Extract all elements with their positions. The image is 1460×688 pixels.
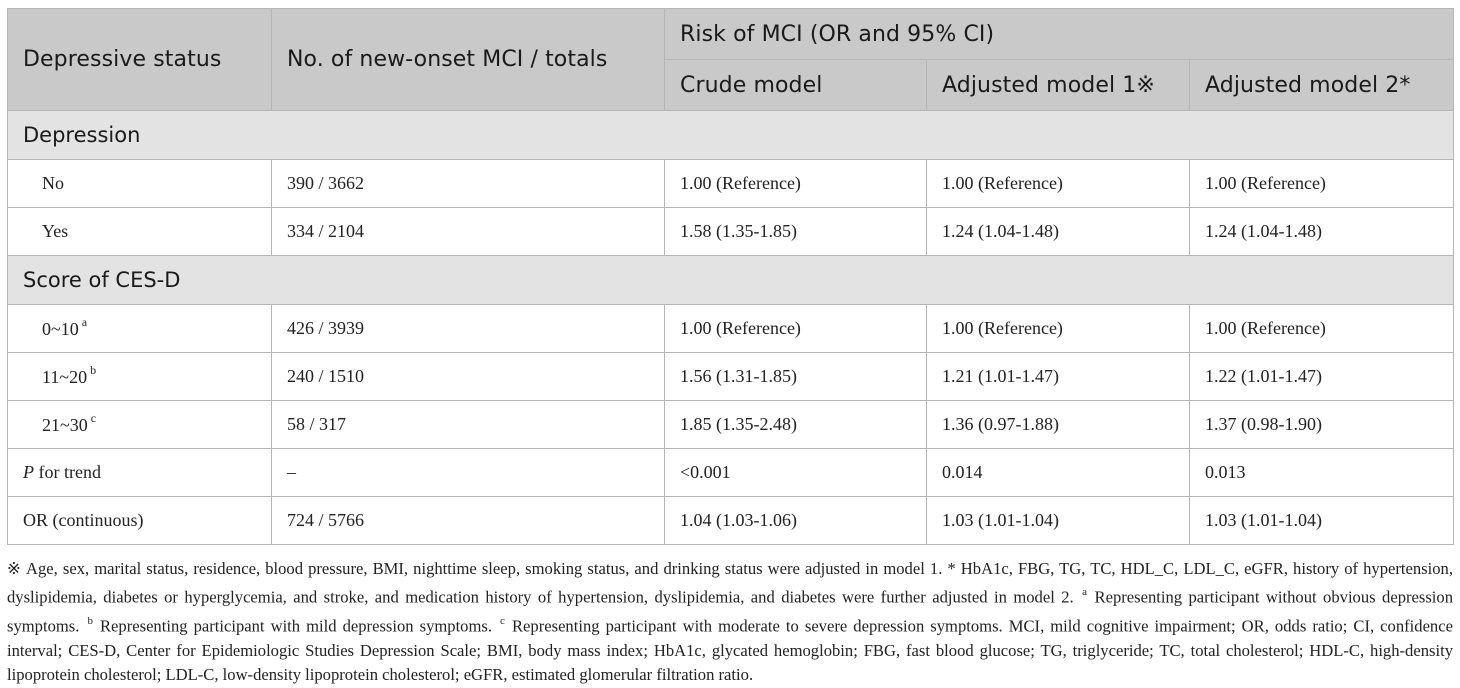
cell-crude: 1.56 (1.31-1.85)	[665, 353, 927, 401]
cell-adj2: 1.37 (0.98-1.90)	[1190, 401, 1454, 449]
row-label	[8, 401, 272, 449]
cell-crude: 1.58 (1.35-1.85)	[665, 208, 927, 256]
table-row	[8, 305, 1454, 353]
cell-adj1: 1.00 (Reference)	[927, 305, 1190, 353]
cell-adj2: 1.00 (Reference)	[1190, 160, 1454, 208]
footnote-text: ※ Age, sex, marital status, residence, blood pressure, BMI, nighttime sleep, smoking status, and drinking status were adjusted in model 1. * HbA1c, FBG, TG, TC, HDL_C, LDL_C, eGFR, history of hypertension, dyslipidemia, diabetes or hyperglycemia, and stroke, and medication history of hypertension, dyslipidemia, and diabetes were further adjusted in model 2.	[7, 559, 1453, 607]
row-label-text: 11~20	[42, 367, 88, 387]
group-label-depression: Depression	[8, 111, 1454, 160]
header-depressive-status: Depressive status	[8, 9, 272, 111]
cell-count: 240 / 1510	[272, 353, 665, 401]
cell-crude: <0.001	[665, 449, 927, 497]
header-adjusted-model-1: Adjusted model 1※	[927, 60, 1190, 111]
footnote-marker-a: a	[1082, 586, 1088, 599]
cell-crude: 1.00 (Reference)	[665, 160, 927, 208]
cell-adj1: 1.00 (Reference)	[927, 160, 1190, 208]
row-label-italic: P	[23, 462, 34, 482]
cell-adj1: 1.03 (1.01-1.04)	[927, 497, 1190, 545]
cell-adj1: 1.36 (0.97-1.88)	[927, 401, 1190, 449]
cell-count: –	[272, 449, 665, 497]
cell-count: 724 / 5766	[272, 497, 665, 545]
table-row	[8, 449, 1454, 497]
row-label: No	[8, 160, 272, 208]
footnote-marker-c: c	[500, 615, 505, 628]
cell-adj2: 1.24 (1.04-1.48)	[1190, 208, 1454, 256]
row-label-text: 0~10	[42, 319, 79, 339]
cell-adj1: 1.24 (1.04-1.48)	[927, 208, 1190, 256]
table-row	[8, 353, 1454, 401]
group-row-cesd	[8, 256, 1454, 305]
footnote-marker-b: b	[87, 615, 93, 628]
cell-adj2: 1.03 (1.01-1.04)	[1190, 497, 1454, 545]
row-label	[8, 305, 272, 353]
group-label-cesd: Score of CES-D	[8, 256, 1454, 305]
row-label-text: 21~30	[42, 415, 88, 435]
results-table	[7, 8, 1454, 545]
footnote-marker: a	[81, 315, 88, 329]
table-row	[8, 497, 1454, 545]
cell-crude: 1.85 (1.35-2.48)	[665, 401, 927, 449]
cell-adj2: 1.22 (1.01-1.47)	[1190, 353, 1454, 401]
cell-adj2: 0.013	[1190, 449, 1454, 497]
header-adjusted-model-2: Adjusted model 2*	[1190, 60, 1454, 111]
footnote-text: Representing participant with mild depression symptoms.	[99, 616, 492, 636]
row-label-text: for trend	[34, 462, 101, 482]
header-crude-model: Crude model	[665, 60, 927, 111]
table-row	[8, 160, 1454, 208]
cell-adj2: 1.00 (Reference)	[1190, 305, 1454, 353]
cell-count: 426 / 3939	[272, 305, 665, 353]
cell-adj1: 0.014	[927, 449, 1190, 497]
row-label: OR (continuous)	[8, 497, 272, 545]
cell-crude: 1.04 (1.03-1.06)	[665, 497, 927, 545]
cell-adj1: 1.21 (1.01-1.47)	[927, 353, 1190, 401]
table-row	[8, 401, 1454, 449]
footnote-marker: b	[90, 363, 97, 377]
table-row	[8, 208, 1454, 256]
header-count: No. of new-onset MCI / totals	[272, 9, 665, 111]
row-label	[8, 449, 272, 497]
row-label	[8, 353, 272, 401]
results-table-container	[7, 8, 1453, 545]
table-footnote	[7, 557, 1453, 688]
footnote-marker: c	[90, 411, 97, 425]
footnote-text: Representing participant with moderate to severe depression symptoms. MCI, mild cognitive impairment; OR, odds ratio; CI, confidence interval; CES-D, Center for Epidemiologic Studies Depression Scale; BMI, body mass index; HbA1c, glycated hemoglobin; FBG, fast blood glucose; TG, triglyceride; TC, total cholesterol; HDL-C, high-density lipoprotein cholesterol; LDL-C, low-density lipoprotein cholesterol; eGFR, estimated glomerular filtration ratio.	[7, 616, 1453, 685]
header-risk: Risk of MCI (OR and 95% CI)	[665, 9, 1454, 60]
cell-count: 390 / 3662	[272, 160, 665, 208]
cell-count: 334 / 2104	[272, 208, 665, 256]
footnote-text: Representing participant without obvious depression symptoms.	[7, 587, 1454, 636]
table-header	[8, 9, 1454, 111]
group-row-depression	[8, 111, 1454, 160]
cell-crude: 1.00 (Reference)	[665, 305, 927, 353]
cell-count: 58 / 317	[272, 401, 665, 449]
row-label: Yes	[8, 208, 272, 256]
